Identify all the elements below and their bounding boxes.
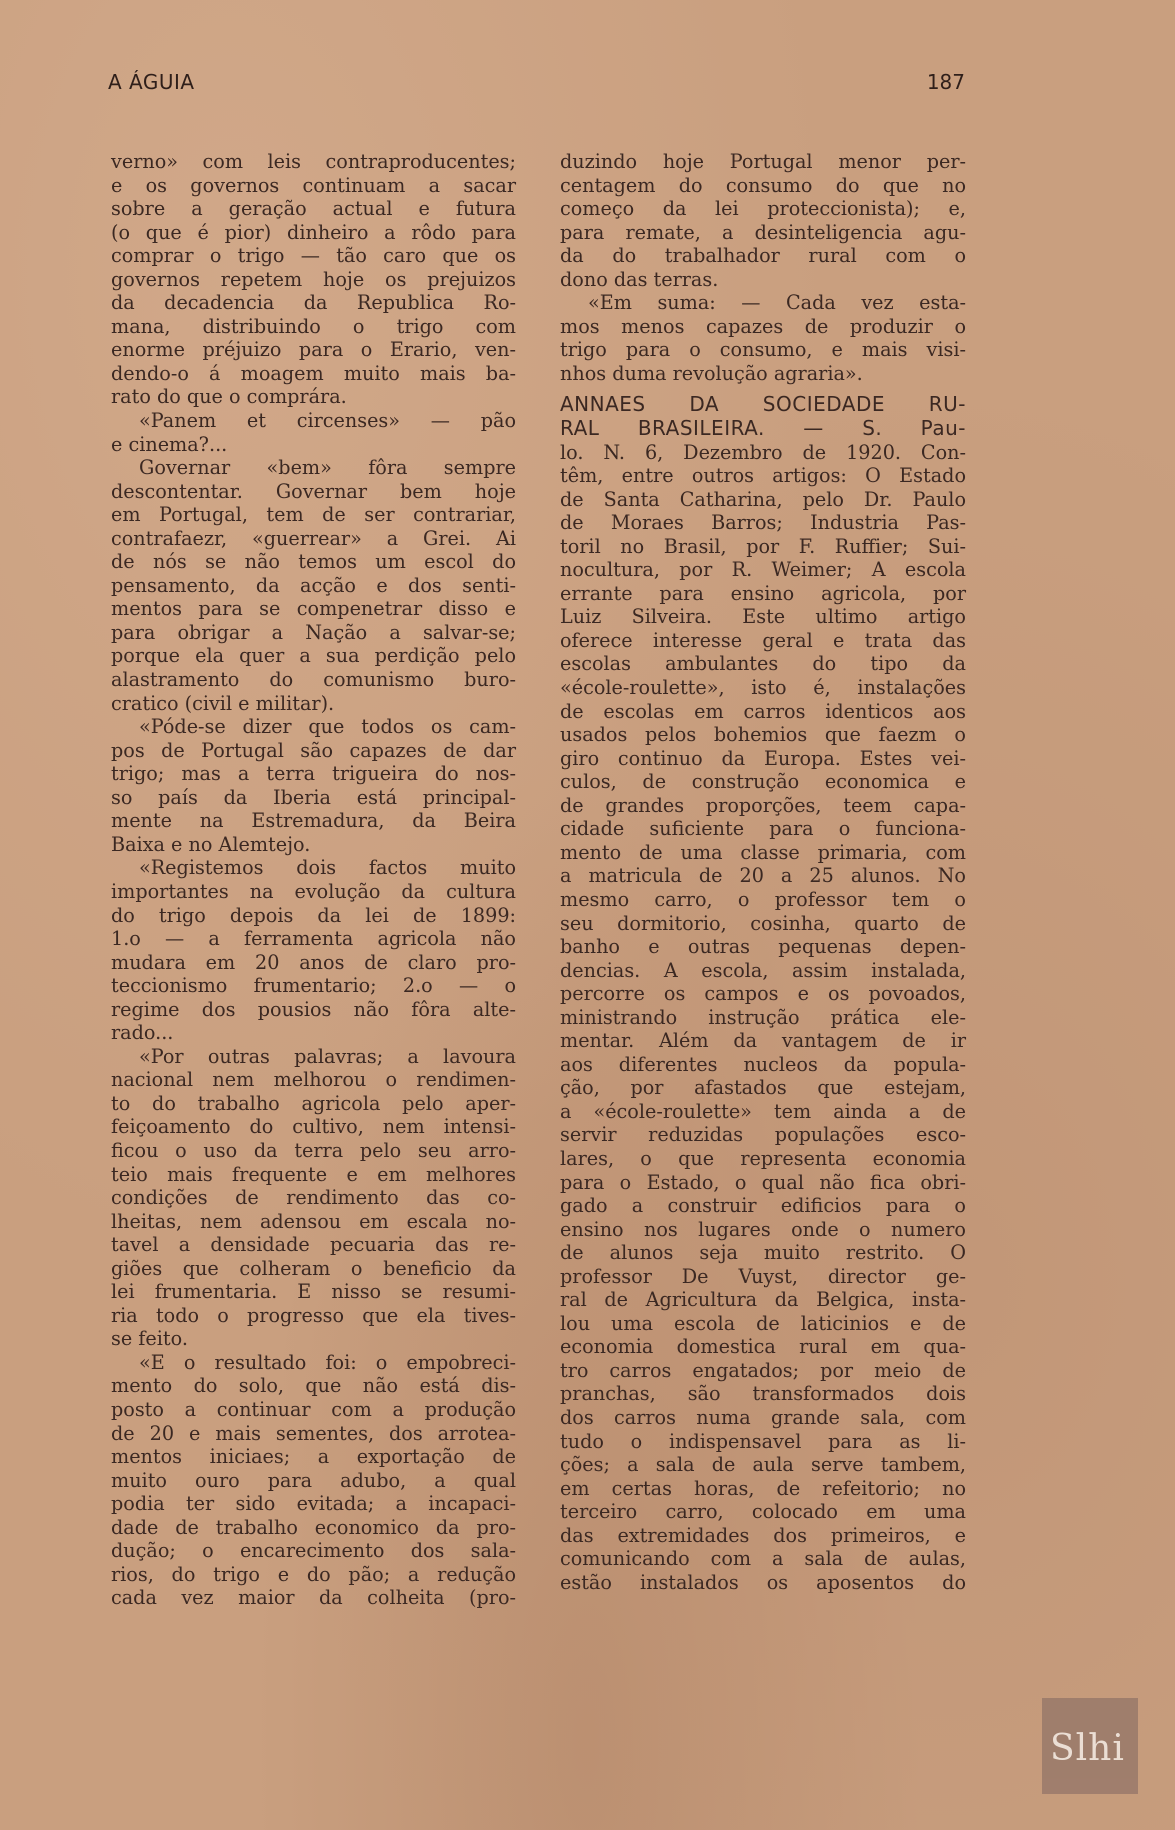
text-line: oferece interesse geral e trata das xyxy=(560,628,966,652)
text-line: importantes na evolução da cultura xyxy=(111,879,516,903)
text-line: «Panem et circenses» — pão xyxy=(139,409,516,433)
text-line: ANNAES DA SOCIEDADE RU- xyxy=(560,392,966,417)
text-line: estão instalados os aposentos do xyxy=(560,1570,966,1594)
text-line: errante para ensino agricola, por xyxy=(560,581,966,605)
left-text-column xyxy=(111,150,516,1610)
text-line: começo da lei proteccionista); e, xyxy=(560,197,966,221)
text-line: pensamento, da acção e dos senti- xyxy=(111,573,516,597)
text-line: pos de Portugal são capazes de dar xyxy=(111,738,516,762)
text-line: de grandes proporções, teem capa- xyxy=(560,793,966,817)
text-line: seu dormitorio, cosinha, quarto de xyxy=(560,911,966,935)
text-line: mana, distribuindo o trigo com xyxy=(111,314,516,338)
text-line: condições de rendimento das co- xyxy=(111,1186,516,1210)
text-line: lares, o que representa economia xyxy=(560,1146,966,1170)
text-line: comunicando com a sala de aulas, xyxy=(560,1547,966,1571)
text-line: mente na Estremadura, da Beira xyxy=(111,809,516,833)
text-line: posto a continuar com a produção xyxy=(111,1397,516,1421)
text-line: dencias. A escola, assim instalada, xyxy=(560,958,966,982)
text-line: da do trabalhador rural com o xyxy=(560,244,966,268)
text-line: dos carros numa grande sala, com xyxy=(560,1405,966,1429)
text-line: tro carros engatados; por meio de xyxy=(560,1358,966,1382)
library-logo xyxy=(1042,1698,1138,1794)
text-line: lou uma escola de laticinios e de xyxy=(560,1311,966,1335)
text-line: escolas ambulantes do tipo da xyxy=(560,652,966,676)
text-line: alastramento do comunismo buro- xyxy=(111,668,516,692)
text-line: verno» com leis contraproducentes; xyxy=(111,150,516,173)
text-line: tavel a densidade pecuaria das re- xyxy=(111,1233,516,1257)
text-line: banho e outras pequenas depen- xyxy=(560,935,966,959)
text-line: têm, entre outros artigos: O Estado xyxy=(560,464,966,488)
text-line: «Em suma: — Cada vez esta- xyxy=(588,291,966,315)
text-line: sobre a geração actual e futura xyxy=(111,197,516,221)
text-line: pranchas, são transformados dois xyxy=(560,1382,966,1406)
text-line: ria todo o progresso que ela tives- xyxy=(111,1303,516,1327)
text-line: «école-roulette», isto é, instalações xyxy=(560,676,966,700)
text-line: regime dos pousios não fôra alte- xyxy=(111,997,516,1021)
text-line: mento de uma classe primaria, com xyxy=(560,840,966,864)
text-line: dução; o encarecimento dos sala- xyxy=(111,1539,516,1563)
text-line: mentar. Além da vantagem de ir xyxy=(560,1029,966,1053)
text-line: de 20 e mais sementes, dos arrotea- xyxy=(111,1421,516,1445)
text-line: so país da Iberia está principal- xyxy=(111,785,516,809)
text-line: dendo-o á moagem muito mais ba- xyxy=(111,361,516,385)
text-line: das extremidades dos primeiros, e xyxy=(560,1523,966,1547)
text-line: rado... xyxy=(111,1021,174,1045)
text-line: giões que colheram o beneficio da xyxy=(111,1256,516,1280)
text-line: porque ela quer a sua perdição pelo xyxy=(111,644,516,668)
text-line: Luiz Silveira. Este ultimo artigo xyxy=(560,605,966,629)
text-line: ficou o uso da terra pelo seu arro- xyxy=(111,1138,516,1162)
text-line: contrafaezr, «guerrear» a Grei. Ai xyxy=(111,526,516,550)
text-line: terceiro carro, colocado em uma xyxy=(560,1500,966,1524)
text-line: giro continuo da Europa. Estes vei- xyxy=(560,746,966,770)
text-line: Governar «bem» fôra sempre xyxy=(139,456,516,480)
text-line: de escolas em carros identicos aos xyxy=(560,699,966,723)
text-line: de Santa Catharina, pelo Dr. Paulo xyxy=(560,487,966,511)
text-line: e os governos continuam a sacar xyxy=(111,173,516,197)
text-line: trigo para o consumo, e mais visi- xyxy=(560,338,966,362)
text-line: lheitas, nem adensou em escala no- xyxy=(111,1209,516,1233)
text-line: dade de trabalho economico da pro- xyxy=(111,1515,516,1539)
text-line: governos repetem hoje os prejuizos xyxy=(111,267,516,291)
text-line: cidade suficiente para o funciona- xyxy=(560,817,966,841)
text-line: a matricula de 20 a 25 alunos. No xyxy=(560,864,966,888)
text-line: rato do que o comprára. xyxy=(111,385,347,409)
text-line: para o Estado, o qual não fica obri- xyxy=(560,1170,966,1194)
text-line: mentos iniciaes; a exportação de xyxy=(111,1445,516,1469)
text-line: ções; a sala de aula serve tambem, xyxy=(560,1453,966,1477)
text-line: tudo o indispensavel para as li- xyxy=(560,1429,966,1453)
text-line: «Póde-se dizer que todos os cam- xyxy=(139,715,516,739)
text-line: 1.o — a ferramenta agricola não xyxy=(111,927,516,951)
text-line: em Portugal, tem de ser contrariar, xyxy=(111,503,516,527)
running-head xyxy=(108,70,965,100)
text-line: para remate, a desinteligencia agu- xyxy=(560,220,966,244)
text-line: cratico (civil e militar). xyxy=(111,691,335,715)
journal-title: A ÁGUIA xyxy=(108,70,195,94)
text-line: nocultura, por R. Weimer; A escola xyxy=(560,558,966,582)
text-line: podia ter sido evitada; a incapaci- xyxy=(111,1492,516,1516)
text-line: dono das terras. xyxy=(560,267,719,291)
text-line: professor De Vuyst, director ge- xyxy=(560,1264,966,1288)
text-line: centagem do consumo do que no xyxy=(560,173,966,197)
text-line: «E o resultado foi: o empobreci- xyxy=(139,1350,516,1374)
text-line: servir reduzidas populações esco- xyxy=(560,1123,966,1147)
text-line: cada vez maior da colheita (pro- xyxy=(111,1586,516,1610)
text-line: aos diferentes nucleos da popula- xyxy=(560,1052,966,1076)
text-line: RAL BRASILEIRA. — S. Pau- xyxy=(560,416,966,441)
text-line: «Registemos dois factos muito xyxy=(139,856,516,880)
text-line: feiçoamento do cultivo, nem intensi- xyxy=(111,1115,516,1139)
text-line: lei frumentaria. E nisso se resumi- xyxy=(111,1280,516,1304)
text-line: toril no Brasil, por F. Ruffier; Sui- xyxy=(560,534,966,558)
text-line: em certas horas, de refeitorio; no xyxy=(560,1476,966,1500)
text-line: de alunos seja muito restrito. O xyxy=(560,1241,966,1265)
text-line: nacional nem melhorou o rendimen- xyxy=(111,1068,516,1092)
text-line: «Por outras palavras; a lavoura xyxy=(139,1044,516,1068)
text-line: do trigo depois da lei de 1899: xyxy=(111,903,516,927)
text-line: mos menos capazes de produzir o xyxy=(560,314,966,338)
text-line: de nós se não temos um escol do xyxy=(111,550,516,574)
text-line: economia domestica rural em qua- xyxy=(560,1335,966,1359)
page-number: 187 xyxy=(926,70,965,94)
text-line: rios, do trigo e do pão; a redução xyxy=(111,1562,516,1586)
text-line: percorre os campos e os povoados, xyxy=(560,982,966,1006)
text-line: comprar o trigo — tão caro que os xyxy=(111,244,516,268)
text-line: enorme préjuizo para o Erario, ven- xyxy=(111,338,516,362)
text-line: duzindo hoje Portugal menor per- xyxy=(560,150,966,173)
text-line: a «école-roulette» tem ainda a de xyxy=(560,1099,966,1123)
text-line: da decadencia da Republica Ro- xyxy=(111,291,516,315)
text-line: teio mais frequente e em melhores xyxy=(111,1162,516,1186)
text-line: de Moraes Barros; Industria Pas- xyxy=(560,511,966,535)
text-line: mesmo carro, o professor tem o xyxy=(560,887,966,911)
text-line: usados pelos bohemios que faezm o xyxy=(560,723,966,747)
text-line: mudara em 20 anos de claro pro- xyxy=(111,950,516,974)
text-line: culos, de construção economica e xyxy=(560,770,966,794)
text-line: ministrando instrução prática ele- xyxy=(560,1005,966,1029)
text-line: descontentar. Governar bem hoje xyxy=(111,479,516,503)
text-line: (o que é pior) dinheiro a rôdo para xyxy=(111,220,516,244)
text-line: muito ouro para adubo, a qual xyxy=(111,1468,516,1492)
text-line: para obrigar a Nação a salvar-se; xyxy=(111,620,516,644)
text-line: to do trabalho agricola pelo aper- xyxy=(111,1091,516,1115)
text-line: ral de Agricultura da Belgica, insta- xyxy=(560,1288,966,1312)
library-logo-text: Slhi xyxy=(1050,1728,1125,1769)
text-line: mento do solo, que não está dis- xyxy=(111,1374,516,1398)
text-line: nhos duma revolução agraria». xyxy=(560,361,863,385)
text-line: Baixa e no Alemtejo. xyxy=(111,832,311,856)
text-line: se feito. xyxy=(111,1327,188,1351)
text-line: ção, por afastados que estejam, xyxy=(560,1076,966,1100)
text-line: teccionismo frumentario; 2.o — o xyxy=(111,974,516,998)
text-line: lo. N. 6, Dezembro de 1920. Con- xyxy=(560,440,966,464)
right-text-column xyxy=(560,150,966,1594)
text-line: gado a construir edificios para o xyxy=(560,1194,966,1218)
text-line: mentos para se compenetrar disso e xyxy=(111,597,516,621)
text-line: trigo; mas a terra trigueira do nos- xyxy=(111,762,516,786)
text-line: e cinema?... xyxy=(111,432,228,456)
text-line: ensino nos lugares onde o numero xyxy=(560,1217,966,1241)
